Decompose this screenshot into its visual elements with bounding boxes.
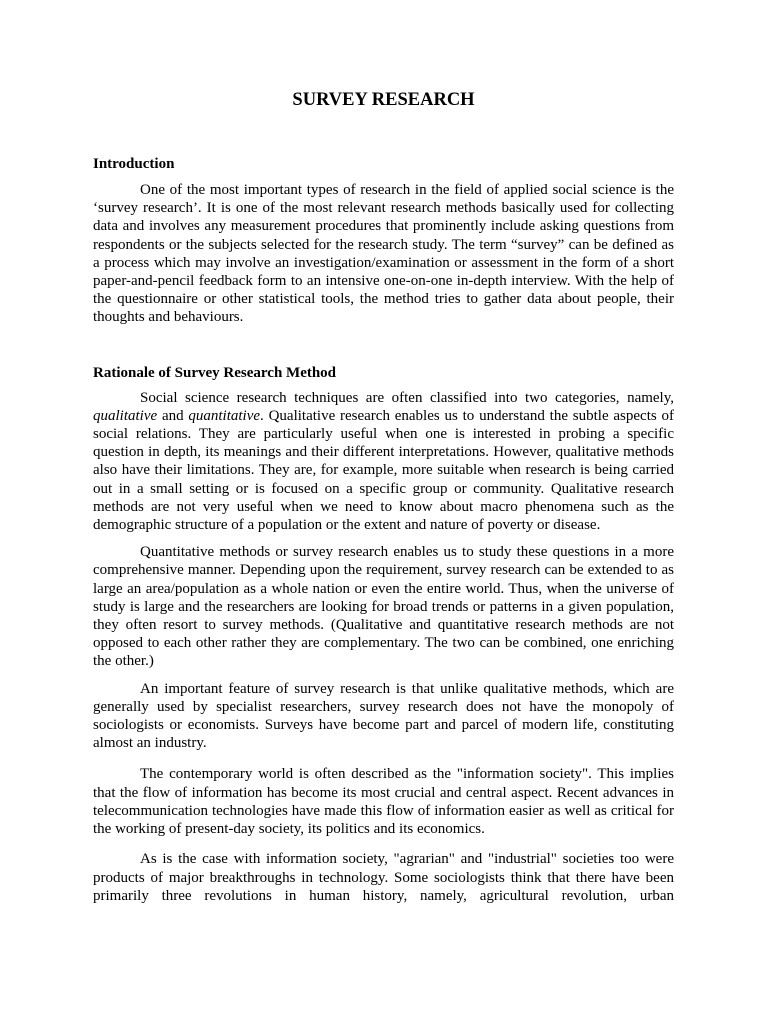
section-heading-rationale: Rationale of Survey Research Method [93, 364, 337, 381]
paragraph-rationale-3: An important feature of survey research is that unlike qualitative methods, which are generally used by specialist researchers, survey research does not have the monopoly of sociologists or economists. Surveys have become part and parcel of modern life, constituting almost an industry. [93, 680, 674, 752]
emphasis-qualitative: qualitative [93, 407, 158, 424]
text-run: Social science research techniques are often classified into two categories, namely, [140, 389, 674, 406]
paragraph-rationale-1 [93, 389, 674, 535]
emphasis-quantitative: quantitative [188, 407, 261, 424]
text-run: . Qualitative research enables us to understand the subtle aspects of social relations. They are particularly useful when one is interested in probing a specific question in depth, its meanings and their different interpretations. However, qualitative methods also have their limitations. They are, for example, more suitable when research is being carried out in a small setting or is focused on a specific group or community. Qualitative research methods are not very useful when we need to know about macro phenomena such as the demographic structure of a population or the extent and nature of poverty or disease. [93, 407, 674, 534]
text-run: and [157, 407, 189, 424]
paragraph-rationale-5: As is the case with information society, "agrarian" and "industrial" societies too were products of major breakthroughs in technology. Some sociologists think that there have been primarily three revolutions in human history, namely, agricultural revolution, urban [93, 851, 674, 904]
section-heading-introduction: Introduction [93, 156, 175, 172]
paragraph-rationale-2: Quantitative methods or survey research enables us to study these questions in a more comprehensive manner. Depending upon the requirement, survey research can be extended to as large an area/population as a whole nation or even the entire world. Thus, when the universe of study is large and the researchers are looking for broad trends or patterns in a given population, they often resort to survey methods. (Qualitative and quantitative research methods are not opposed to each other rather they are complementary. The two can be combined, one enriching the other.) [93, 544, 674, 670]
document-title: SURVEY RESEARCH [292, 90, 475, 110]
paragraph-rationale-4: The contemporary world is often described as the "information society". This implies that the flow of information has become its most crucial and central aspect. Recent advances in telecommunication technologies have made this flow of information easier as well as critical for the working of present-day society, its politics and its economics. [93, 766, 674, 838]
paragraph-introduction: One of the most important types of research in the field of applied social science is the ‘survey research’. It is one of the most relevant research methods basically used for collecting data and involves any measurement procedures that prominently include asking questions from respondents or the subjects selected for the research study. The term “survey” can be defined as a process which may involve an investigation/examination or assessment in the form of a short paper-and-pencil feedback form to an intensive one-on-one in-depth interview. With the help of the questionnaire or other statistical tools, the method tries to gather data about people, their thoughts and behaviours. [93, 182, 674, 326]
